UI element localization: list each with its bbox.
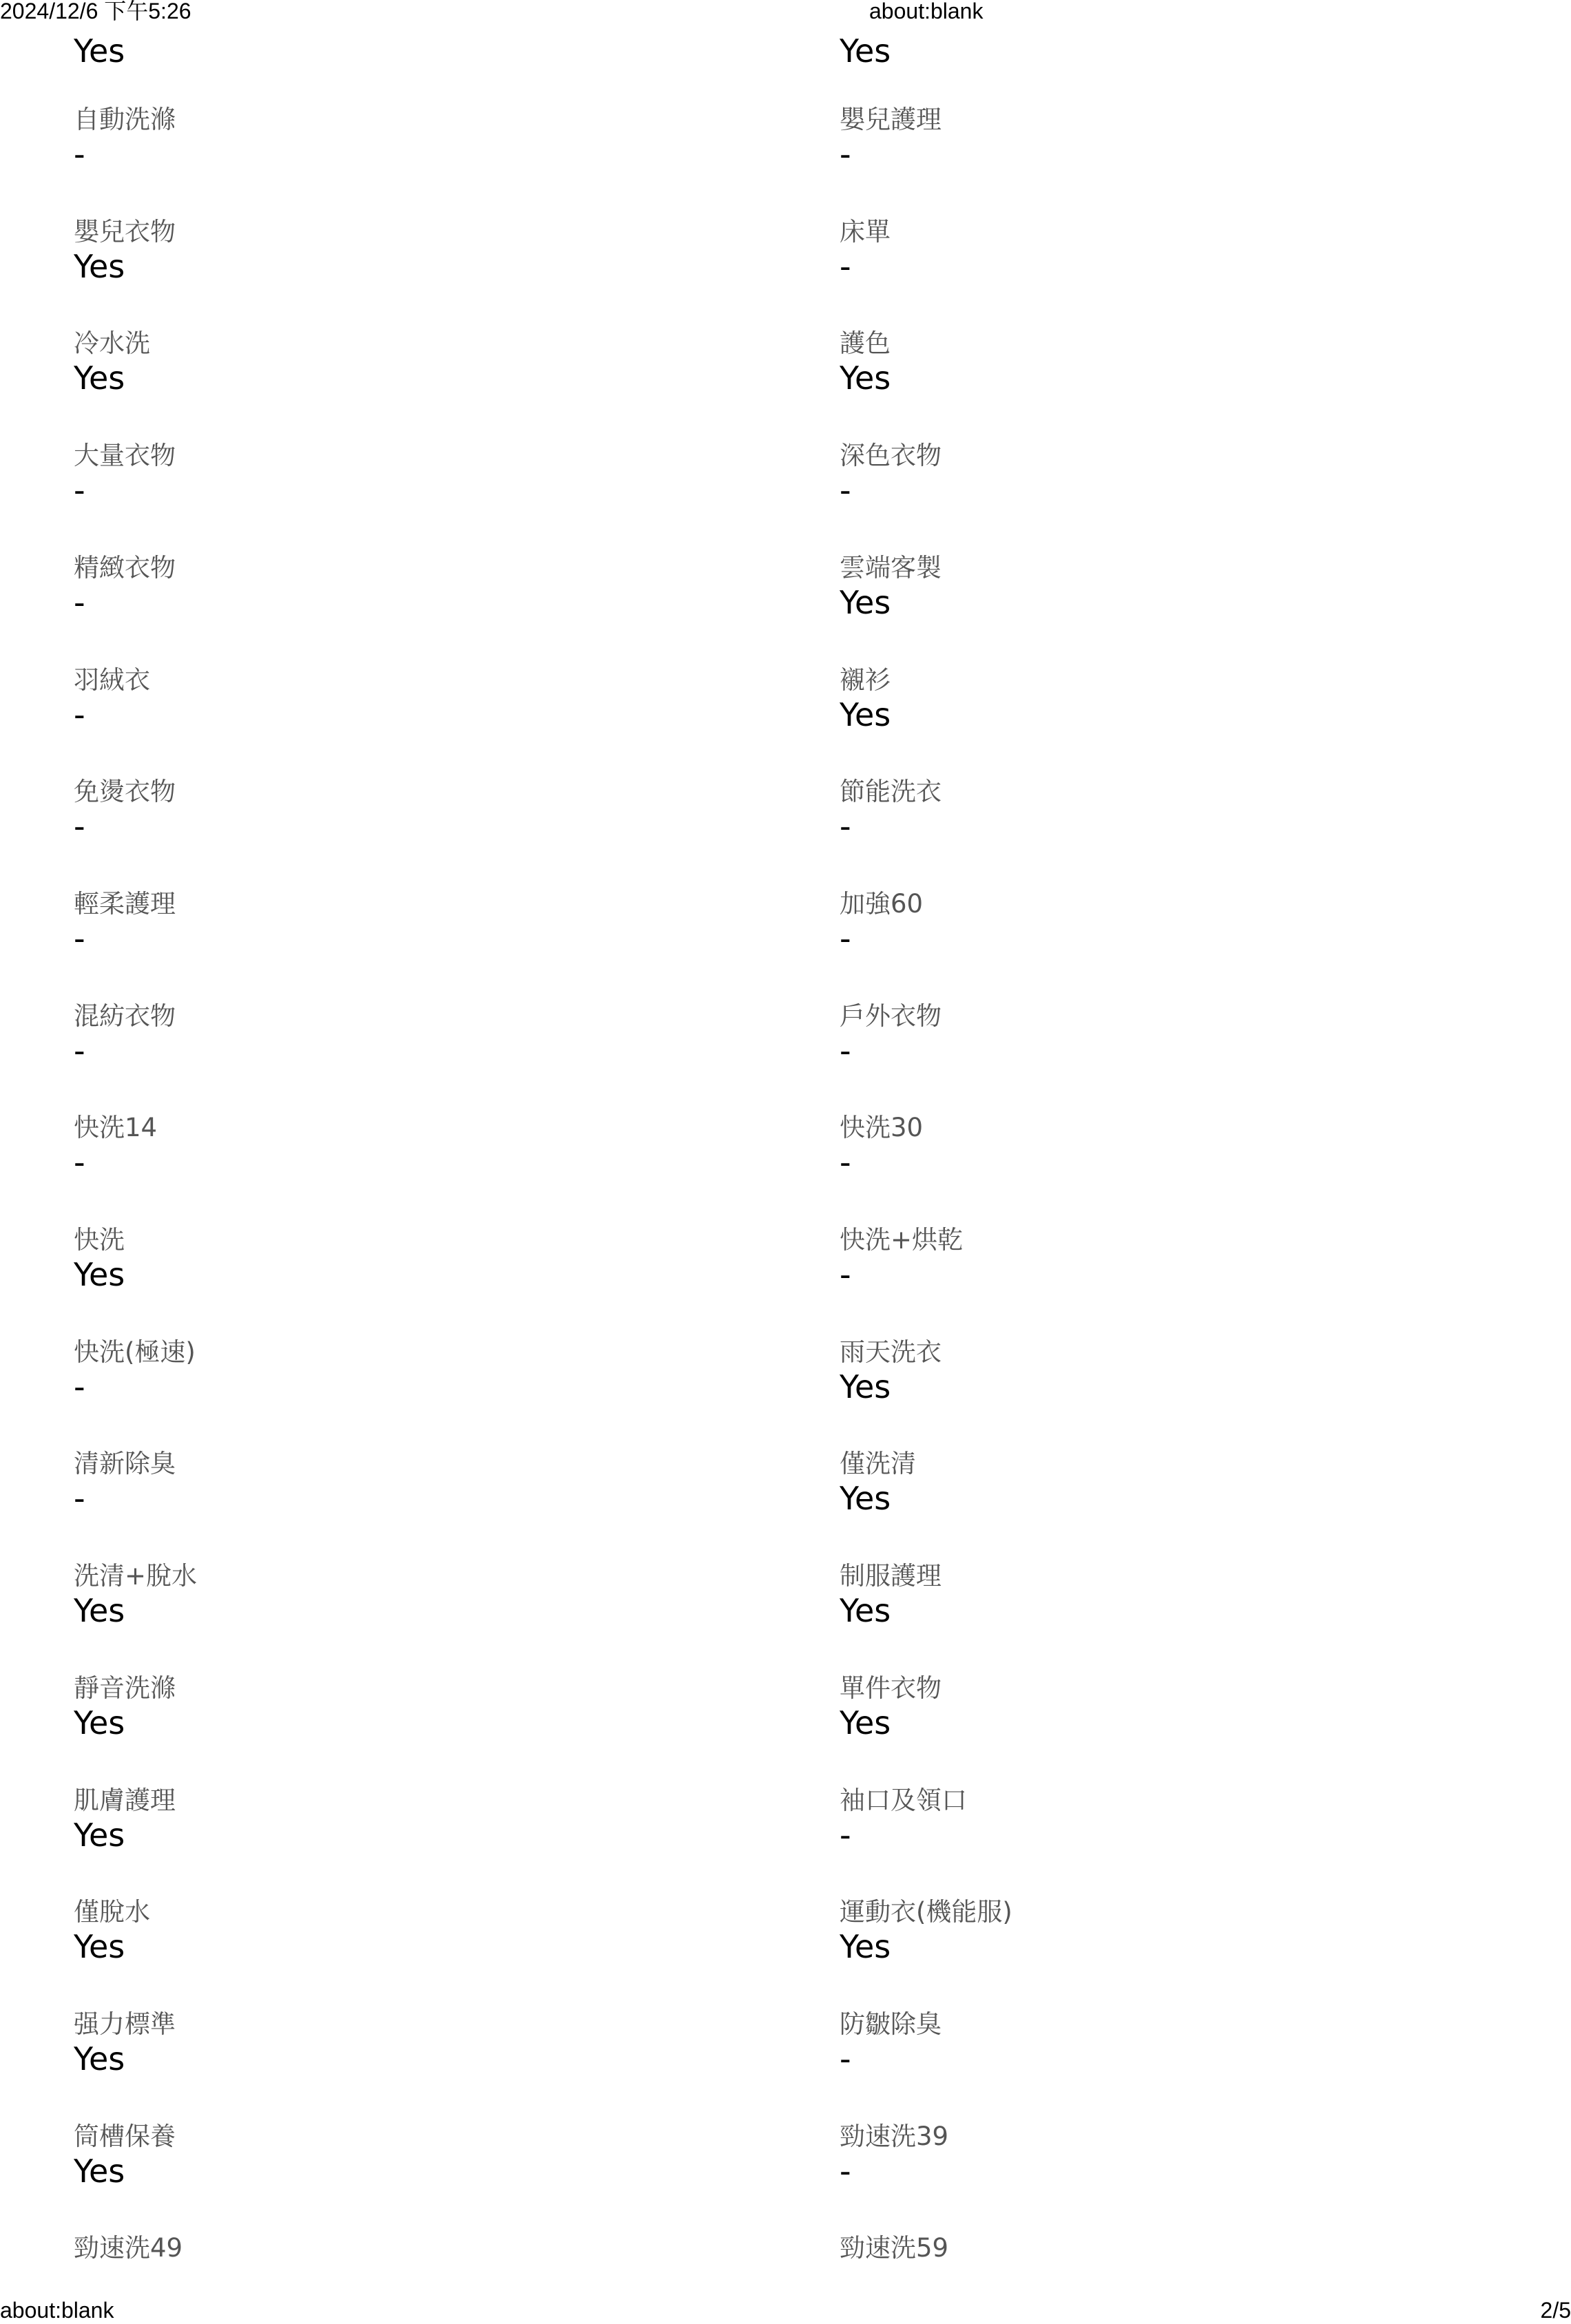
spec-label: 嬰兒護理 [840,105,941,134]
spec-item [74,1113,762,1182]
spec-label: 快洗30 [840,1113,924,1143]
spec-value-continued: Yes [840,32,891,70]
spec-value: - [74,919,85,957]
spec-value: Yes [74,1592,125,1630]
spec-label: 僅洗清 [840,1449,916,1479]
spec-item [840,217,1528,286]
spec-value: - [840,1816,851,1854]
spec-label: 制服護理 [840,1561,941,1591]
spec-label: 勁速洗39 [840,2121,949,2151]
print-footer-url: about:blank [0,2298,114,2323]
spec-label: 快洗(極速) [74,1337,196,1367]
spec-value: Yes [74,1704,125,1741]
spec-value: Yes [74,247,125,285]
spec-value: Yes [74,1256,125,1293]
spec-label: 筒槽保養 [74,2121,176,2151]
spec-item [74,217,762,286]
spec-item [74,441,762,510]
spec-value: Yes [840,1928,891,1966]
spec-value: - [840,136,851,173]
print-header-datetime: 2024/12/6 下午5:26 [0,0,191,23]
spec-value: - [74,808,85,846]
spec-label: 襯衫 [840,664,891,695]
spec-item [840,889,1528,958]
spec-value: - [840,472,851,510]
spec-item [74,1561,762,1630]
spec-item [74,1225,762,1294]
spec-label: 戶外衣物 [840,1001,941,1031]
spec-label: 床單 [840,216,891,247]
spec-label: 快洗14 [74,1113,158,1143]
spec-item [840,1225,1528,1294]
spec-label: 洗清+脫水 [74,1561,198,1591]
spec-item [840,1113,1528,1182]
spec-value-continued: Yes [74,32,125,70]
spec-value: Yes [840,1592,891,1630]
spec-value: Yes [840,359,891,397]
spec-label: 加強60 [840,888,924,919]
spec-value: Yes [74,359,125,397]
spec-item [74,1337,762,1406]
spec-item [840,2233,1528,2263]
print-footer-page-number: 2/5 [1540,2298,1571,2323]
spec-label: 肌膚護理 [74,1785,176,1815]
spec-label: 混紡衣物 [74,1001,176,1031]
spec-label: 防皺除臭 [840,2009,941,2039]
spec-item [840,441,1528,510]
spec-value: - [840,808,851,846]
spec-label: 僅脫水 [74,1897,150,1927]
spec-label: 靜音洗滌 [74,1673,176,1703]
spec-value: Yes [840,1480,891,1518]
spec-value: - [840,1144,851,1182]
spec-item [74,1897,762,1966]
spec-value: - [840,247,851,285]
spec-item [74,2233,762,2263]
print-header-title: about:blank [869,0,984,23]
spec-item [74,1449,762,1518]
spec-value: - [74,1368,85,1405]
spec-label: 護色 [840,328,891,359]
spec-label: 精緻衣物 [74,552,176,583]
spec-item [74,889,762,958]
spec-value: Yes [840,695,891,733]
spec-item [74,1001,762,1070]
spec-value: Yes [74,2152,125,2190]
spec-item [840,1001,1528,1070]
spec-label: 免燙衣物 [74,777,176,807]
spec-value: - [74,583,85,621]
spec-item [840,1786,1528,1854]
spec-label: 强力標準 [74,2009,176,2039]
spec-item [840,1673,1528,1742]
spec-label: 運動衣(機能服) [840,1897,1012,1927]
spec-label: 快洗 [74,1225,125,1255]
spec-value: - [74,695,85,733]
spec-value: Yes [74,1928,125,1966]
spec-label: 節能洗衣 [840,777,941,807]
spec-item [840,105,1528,174]
spec-item [840,1561,1528,1630]
spec-value: - [840,2040,851,2077]
spec-item [74,1673,762,1742]
spec-item [840,553,1528,622]
spec-label: 冷水洗 [74,328,150,359]
spec-label: 雲端客製 [840,552,941,583]
spec-item [840,665,1528,734]
spec-value: - [840,2152,851,2190]
spec-item [74,665,762,734]
spec-item [840,1337,1528,1406]
spec-item [840,2122,1528,2190]
spec-label: 雨天洗衣 [840,1337,941,1367]
spec-value: - [74,136,85,173]
spec-label: 清新除臭 [74,1449,176,1479]
spec-value: Yes [74,1816,125,1854]
spec-label: 輕柔護理 [74,888,176,919]
spec-label: 勁速洗59 [840,2233,949,2263]
spec-value: Yes [74,2040,125,2077]
spec-value: - [74,1032,85,1069]
spec-item [840,1897,1528,1966]
spec-label: 羽絨衣 [74,664,150,695]
spec-item [74,1786,762,1854]
spec-value: Yes [840,583,891,621]
spec-item [74,328,762,397]
spec-item [840,777,1528,846]
spec-value: - [74,1480,85,1518]
spec-value: - [74,472,85,510]
spec-item [840,2009,1528,2078]
spec-label: 嬰兒衣物 [74,216,176,247]
spec-label: 單件衣物 [840,1673,941,1703]
spec-value: Yes [840,1368,891,1405]
spec-item [840,1449,1528,1518]
spec-value: - [840,919,851,957]
spec-label: 大量衣物 [74,441,176,471]
spec-label: 自動洗滌 [74,105,176,134]
spec-value: - [840,1256,851,1293]
spec-value: - [74,1144,85,1182]
spec-item [74,553,762,622]
spec-item [74,2122,762,2190]
spec-label: 深色衣物 [840,441,941,471]
spec-item [74,105,762,174]
spec-label: 袖口及領口 [840,1785,967,1815]
spec-value: - [840,1032,851,1069]
spec-item [840,328,1528,397]
spec-label: 快洗+烘乾 [840,1225,964,1255]
spec-item [74,777,762,846]
spec-label: 勁速洗49 [74,2233,183,2263]
spec-value: Yes [840,1704,891,1741]
spec-item [74,2009,762,2078]
